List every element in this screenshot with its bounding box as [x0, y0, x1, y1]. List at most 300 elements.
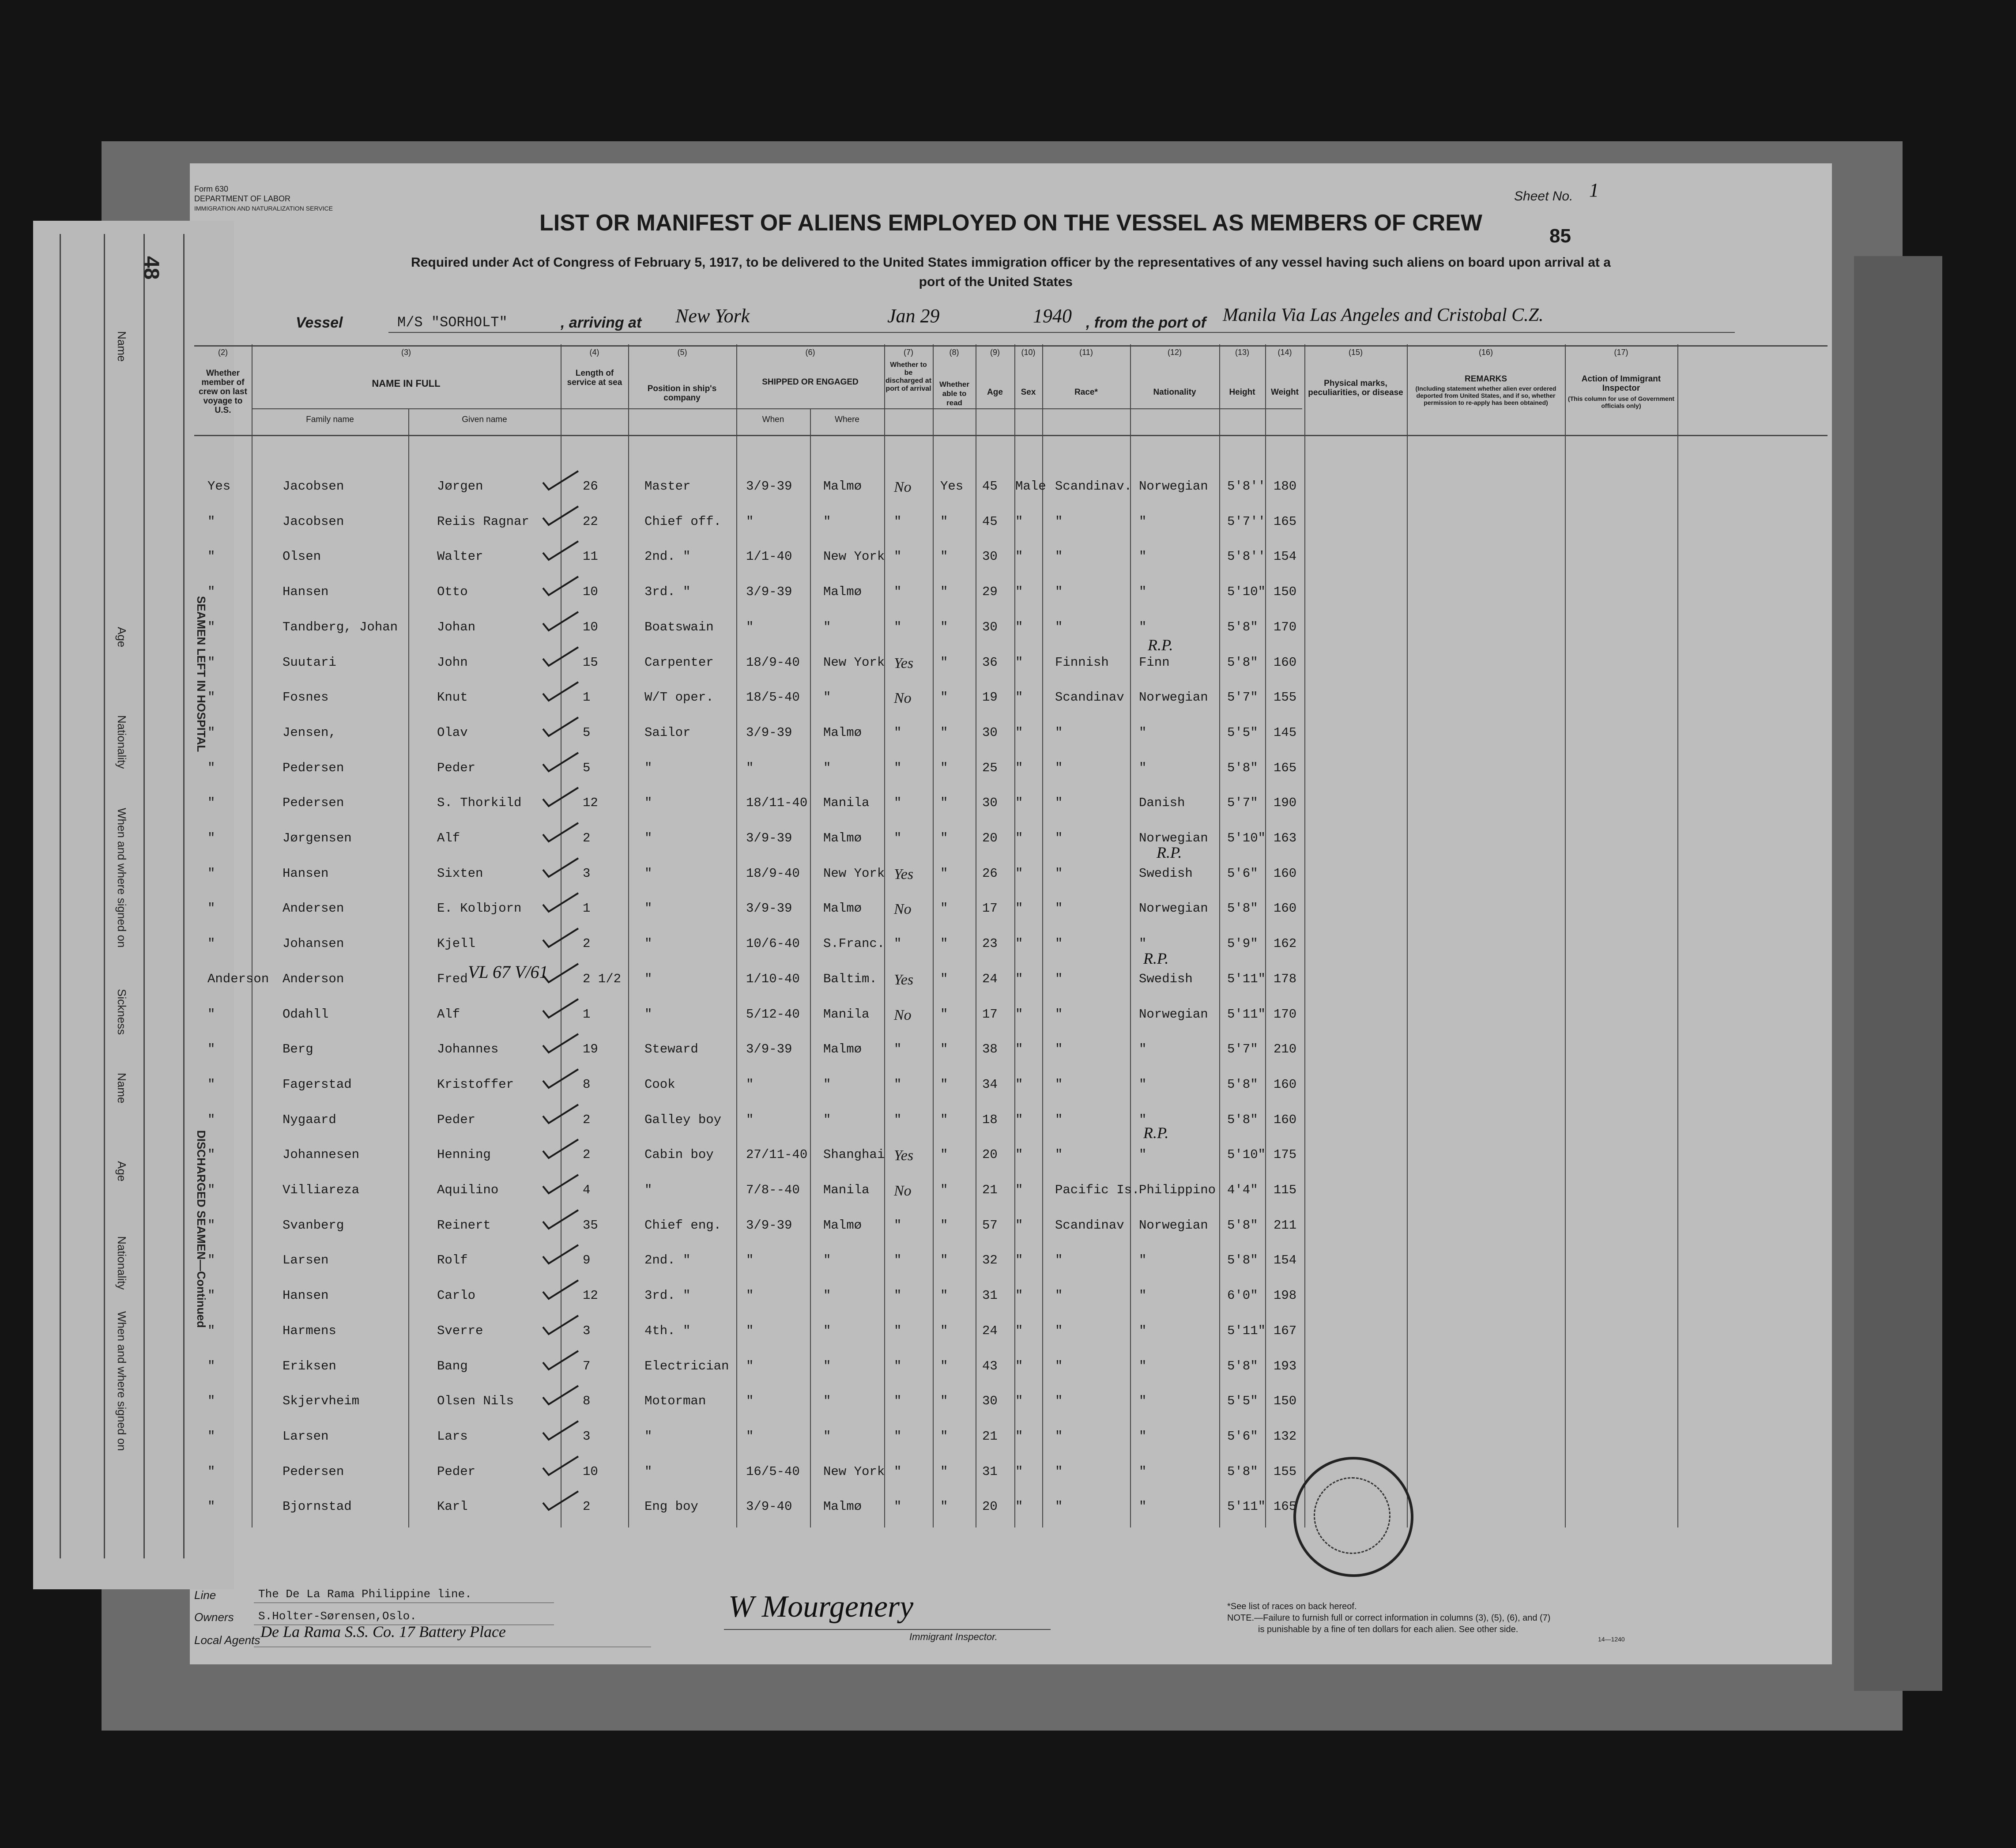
discharged-cell: "	[894, 1218, 902, 1233]
weight-cell: 210	[1274, 1042, 1297, 1056]
nationality-cell: Finn	[1139, 655, 1170, 670]
position-cell: "	[644, 1429, 652, 1444]
form-code: 14—1240	[1598, 1636, 1625, 1643]
given-name-cell: Johannes	[437, 1042, 499, 1056]
check-mark-icon	[541, 1209, 580, 1231]
check-mark-icon	[541, 928, 580, 950]
position-cell: Boatswain	[644, 620, 714, 634]
last-voyage-cell: "	[207, 866, 215, 881]
given-name-cell: Bang	[437, 1359, 468, 1373]
rp-mark-4: R.P.	[1143, 1124, 1169, 1142]
nationality-cell: Norwegian	[1139, 1007, 1208, 1022]
given-name-cell: Sixten	[437, 866, 483, 881]
race-cell: "	[1055, 1359, 1063, 1373]
height-cell: 5'5"	[1227, 1394, 1258, 1408]
family-name-cell: Jensen,	[283, 725, 336, 740]
read-cell: "	[940, 585, 948, 599]
weight-cell: 165	[1274, 514, 1297, 529]
shipped-where-cell: "	[823, 1253, 831, 1267]
col-num-14: (14)	[1277, 348, 1292, 357]
given-name-cell: Reiis Ragnar	[437, 514, 529, 529]
read-cell: "	[940, 690, 948, 705]
back-sheet-edge	[1854, 256, 1942, 1691]
discharged-cell: "	[894, 1113, 902, 1127]
page-number: 85	[1549, 225, 1571, 247]
sex-cell: "	[1015, 1429, 1023, 1444]
shipped-where-cell: S.Franc.	[823, 936, 885, 951]
read-cell: "	[940, 972, 948, 986]
last-voyage-cell: "	[207, 725, 215, 740]
shipped-where-cell: Manila	[823, 1007, 870, 1022]
family-name-cell: Skjervheim	[283, 1394, 360, 1408]
discharged-cell: Yes	[894, 655, 914, 671]
race-cell: "	[1055, 620, 1063, 634]
given-name-cell: Karl	[437, 1499, 468, 1514]
weight-cell: 167	[1274, 1324, 1297, 1338]
agents-value: De La Rama S.S. Co. 17 Battery Place	[260, 1623, 506, 1641]
arriving-port: New York	[675, 305, 750, 327]
height-cell: 5'8"	[1227, 1113, 1258, 1127]
position-cell: "	[644, 796, 652, 810]
nationality-cell: "	[1139, 1077, 1147, 1092]
last-voyage-cell: "	[207, 1113, 215, 1127]
shipped-when-cell: "	[746, 1429, 754, 1444]
race-cell: "	[1055, 831, 1063, 845]
given-name-cell: Henning	[437, 1147, 491, 1162]
strip-nat-header-2: Nationality	[115, 1236, 128, 1290]
race-cell: Scandinav.	[1055, 479, 1132, 494]
nationality-cell: "	[1139, 1324, 1147, 1338]
given-name-cell: Reinert	[437, 1218, 491, 1233]
age-cell: 45	[982, 514, 998, 529]
discharged-cell: "	[894, 796, 902, 810]
races-note: *See list of races on back hereof.	[1227, 1602, 1357, 1611]
agents-label: Local Agents	[194, 1633, 260, 1647]
read-cell: "	[940, 1183, 948, 1197]
height-cell: 5'6"	[1227, 866, 1258, 881]
age-cell: 20	[982, 1499, 998, 1514]
position-cell: 2nd. "	[644, 549, 691, 564]
shipped-where-cell: Malmø	[823, 831, 862, 845]
age-cell: 21	[982, 1429, 998, 1444]
height-cell: 5'6"	[1227, 1429, 1258, 1444]
check-mark-icon	[541, 1490, 580, 1512]
shipped-where-cell: "	[823, 761, 831, 775]
read-cell: "	[940, 1429, 948, 1444]
family-name-cell: Nygaard	[283, 1113, 336, 1127]
service-cell: 11	[583, 549, 598, 564]
family-name-cell: Tandberg, Johan	[283, 620, 398, 634]
strip-when-header-2: When and where signed on	[115, 1311, 128, 1451]
service-cell: 2	[583, 936, 591, 951]
service-cell: 2	[583, 1499, 591, 1514]
shipped-when-cell: 3/9-39	[746, 901, 792, 916]
given-name-cell: Olsen Nils	[437, 1394, 514, 1408]
read-cell: "	[940, 1499, 948, 1514]
strip-sickness-header: Sickness	[115, 989, 128, 1035]
race-cell: "	[1055, 1007, 1063, 1022]
weight-cell: 150	[1274, 1394, 1297, 1408]
shipped-when-cell: "	[746, 1113, 754, 1127]
sex-cell: "	[1015, 761, 1023, 775]
service-cell: 10	[583, 620, 598, 634]
check-mark-icon	[541, 646, 580, 668]
read-cell: Yes	[940, 479, 964, 494]
check-mark-icon	[541, 1279, 580, 1301]
form-number: Form 630	[194, 185, 229, 193]
race-cell: "	[1055, 1288, 1063, 1303]
height-cell: 5'7''	[1227, 514, 1266, 529]
check-mark-icon	[541, 1315, 580, 1337]
shipped-where-cell: New York	[823, 655, 885, 670]
sex-cell: "	[1015, 1218, 1023, 1233]
family-name-cell: Johansen	[283, 936, 344, 951]
check-mark-icon	[541, 681, 580, 703]
sex-cell: "	[1015, 585, 1023, 599]
check-mark-icon	[541, 611, 580, 633]
col-num-2: (2)	[218, 348, 228, 357]
shipped-when-cell: 18/9-40	[746, 655, 800, 670]
last-voyage-cell: Anderson	[207, 972, 269, 986]
age-cell: 24	[982, 1324, 998, 1338]
height-cell: 6'0"	[1227, 1288, 1258, 1303]
position-cell: "	[644, 972, 652, 986]
last-voyage-cell: "	[207, 1359, 215, 1373]
weight-cell: 150	[1274, 585, 1297, 599]
weight-cell: 145	[1274, 725, 1297, 740]
last-voyage-cell: "	[207, 1464, 215, 1479]
discharged-cell: No	[894, 901, 912, 917]
read-cell: "	[940, 1218, 948, 1233]
check-mark-icon	[541, 576, 580, 598]
shipped-when-cell: "	[746, 1394, 754, 1408]
service-cell: 3	[583, 1324, 591, 1338]
col-head-shipped: SHIPPED OR ENGAGED	[762, 377, 859, 387]
dept-name: DEPARTMENT OF LABOR	[194, 194, 291, 203]
height-cell: 5'8''	[1227, 479, 1266, 494]
shipped-when-cell: "	[746, 514, 754, 529]
weight-cell: 155	[1274, 1464, 1297, 1479]
penalty-note-1: NOTE.—Failure to furnish full or correct information in columns (3), (5), (6), and (7)	[1227, 1613, 1551, 1623]
age-cell: 20	[982, 831, 998, 845]
sex-cell: "	[1015, 655, 1023, 670]
read-cell: "	[940, 549, 948, 564]
age-cell: 36	[982, 655, 998, 670]
shipped-where-cell: Shanghai	[823, 1147, 885, 1162]
read-cell: "	[940, 831, 948, 845]
given-name-cell: Olav	[437, 725, 468, 740]
family-name-cell: Larsen	[283, 1429, 329, 1444]
read-cell: "	[940, 796, 948, 810]
service-cell: 1	[583, 690, 591, 705]
position-cell: Galley boy	[644, 1113, 722, 1127]
strip-age-header-2: Age	[115, 1161, 128, 1182]
shipped-where-cell: "	[823, 1288, 831, 1303]
discharged-cell: No	[894, 1007, 912, 1023]
nationality-cell: "	[1139, 1394, 1147, 1408]
left-strip	[33, 221, 234, 1589]
family-name-cell: Svanberg	[283, 1218, 344, 1233]
age-cell: 45	[982, 479, 998, 494]
check-mark-icon	[541, 752, 580, 774]
discharged-cell: Yes	[894, 972, 914, 988]
family-name-cell: Eriksen	[283, 1359, 336, 1373]
col-head-nationality: Nationality	[1153, 388, 1196, 397]
sex-cell: "	[1015, 1077, 1023, 1092]
weight-cell: 162	[1274, 936, 1297, 951]
discharged-cell: Yes	[894, 1147, 914, 1164]
service-cell: 2 1/2	[583, 972, 622, 986]
age-cell: 30	[982, 620, 998, 634]
height-cell: 5'9"	[1227, 936, 1258, 951]
shipped-where-cell: Malmø	[823, 901, 862, 916]
shipped-where-cell: Malmø	[823, 725, 862, 740]
given-name-cell: E. Kolbjorn	[437, 901, 522, 916]
discharged-cell: "	[894, 549, 902, 564]
check-mark-icon	[541, 1068, 580, 1090]
service-cell: 15	[583, 655, 598, 670]
discharged-cell: "	[894, 1359, 902, 1373]
nationality-cell: Philippino	[1139, 1183, 1216, 1197]
height-cell: 4'4"	[1227, 1183, 1258, 1197]
height-cell: 5'10"	[1227, 1147, 1266, 1162]
weight-cell: 132	[1274, 1429, 1297, 1444]
weight-cell: 178	[1274, 972, 1297, 986]
given-name-cell: Sverre	[437, 1324, 483, 1338]
given-name-cell: Walter	[437, 549, 483, 564]
sex-cell: "	[1015, 1288, 1023, 1303]
check-mark-icon	[541, 1244, 580, 1266]
last-voyage-cell: "	[207, 1042, 215, 1056]
position-cell: Master	[644, 479, 691, 494]
shipped-when-cell: 3/9-39	[746, 1218, 792, 1233]
position-cell: Electrician	[644, 1359, 729, 1373]
shipped-where-cell: "	[823, 1077, 831, 1092]
given-name-cell: Otto	[437, 585, 468, 599]
nationality-cell: Norwegian	[1139, 831, 1208, 845]
check-mark-icon	[541, 717, 580, 739]
race-cell: "	[1055, 1253, 1063, 1267]
position-cell: "	[644, 901, 652, 916]
age-cell: 57	[982, 1218, 998, 1233]
height-cell: 5'10"	[1227, 585, 1266, 599]
service-cell: 8	[583, 1077, 591, 1092]
sheet-label: Sheet No.	[1514, 189, 1573, 204]
given-name-cell: Rolf	[437, 1253, 468, 1267]
position-cell: "	[644, 1464, 652, 1479]
age-cell: 25	[982, 761, 998, 775]
age-cell: 24	[982, 972, 998, 986]
service-cell: 10	[583, 585, 598, 599]
age-cell: 32	[982, 1253, 998, 1267]
nationality-cell: Norwegian	[1139, 479, 1208, 494]
position-cell: "	[644, 936, 652, 951]
read-cell: "	[940, 1288, 948, 1303]
shipped-when-cell: 1/10-40	[746, 972, 800, 986]
nationality-cell: Swedish	[1139, 866, 1193, 881]
col-head-sex: Sex	[1021, 388, 1036, 397]
strip-hospital-title: SEAMEN LEFT IN HOSPITAL	[195, 596, 208, 752]
height-cell: 5'5"	[1227, 725, 1258, 740]
service-cell: 1	[583, 901, 591, 916]
nationality-cell: Swedish	[1139, 972, 1193, 986]
shipped-where-cell: "	[823, 1394, 831, 1408]
nationality-cell: "	[1139, 1147, 1147, 1162]
age-cell: 17	[982, 1007, 998, 1022]
family-name-cell: Fagerstad	[283, 1077, 352, 1092]
check-mark-icon	[541, 1104, 580, 1126]
read-cell: "	[940, 620, 948, 634]
line-value: The De La Rama Philippine line.	[258, 1588, 472, 1601]
subtitle-line-2: port of the United States	[919, 275, 1073, 289]
position-cell: "	[644, 866, 652, 881]
sex-cell: "	[1015, 514, 1023, 529]
nationality-cell: "	[1139, 1359, 1147, 1373]
family-name-cell: Andersen	[283, 901, 344, 916]
given-name-cell: Johan	[437, 620, 476, 634]
shipped-when-cell: 5/12-40	[746, 1007, 800, 1022]
age-cell: 26	[982, 866, 998, 881]
inspector-signature: W Mourgenery	[728, 1590, 914, 1624]
race-cell: "	[1055, 1324, 1063, 1338]
discharged-cell: "	[894, 585, 902, 599]
service-cell: 26	[583, 479, 598, 494]
shipped-where-cell: Malmø	[823, 1042, 862, 1056]
age-cell: 17	[982, 901, 998, 916]
col-num-11: (11)	[1079, 348, 1093, 357]
nationality-cell: "	[1139, 1429, 1147, 1444]
height-cell: 5'11"	[1227, 1499, 1266, 1514]
given-name-cell: Fred	[437, 972, 468, 986]
height-cell: 5'8"	[1227, 1464, 1258, 1479]
read-cell: "	[940, 901, 948, 916]
race-cell: "	[1055, 761, 1063, 775]
last-voyage-cell: "	[207, 761, 215, 775]
service-cell: 10	[583, 1464, 598, 1479]
position-cell: Chief off.	[644, 514, 722, 529]
race-cell: "	[1055, 1464, 1063, 1479]
col-num-9: (9)	[990, 348, 1000, 357]
race-cell: "	[1055, 1499, 1063, 1514]
nationality-cell: "	[1139, 936, 1147, 951]
col-num-6: (6)	[805, 348, 815, 357]
family-name-cell: Hansen	[283, 1288, 329, 1303]
position-cell: 2nd. "	[644, 1253, 691, 1267]
race-cell: "	[1055, 866, 1063, 881]
shipped-when-cell: "	[746, 1253, 754, 1267]
last-voyage-cell: "	[207, 1077, 215, 1092]
read-cell: "	[940, 1007, 948, 1022]
col-head-action: Action of Immigrant Inspector	[1581, 374, 1661, 393]
col-num-10: (10)	[1021, 348, 1036, 357]
weight-cell: 160	[1274, 901, 1297, 916]
family-name-cell: Harmens	[283, 1324, 336, 1338]
service-cell: 5	[583, 761, 591, 775]
check-mark-icon	[541, 1174, 580, 1196]
shipped-where-cell: "	[823, 1324, 831, 1338]
race-cell: "	[1055, 1429, 1063, 1444]
position-cell: Chief eng.	[644, 1218, 722, 1233]
discharged-cell: "	[894, 1077, 902, 1092]
last-voyage-cell: "	[207, 1324, 215, 1338]
read-cell: "	[940, 1253, 948, 1267]
last-voyage-cell: "	[207, 1499, 215, 1514]
strip-number: 48	[139, 256, 163, 280]
discharged-cell: "	[894, 1253, 902, 1267]
shipped-where-cell: Manila	[823, 1183, 870, 1197]
family-name-cell: Pedersen	[283, 761, 344, 775]
arriving-label: , arriving at	[561, 314, 642, 331]
strip-age-header: Age	[115, 627, 128, 648]
sex-cell: "	[1015, 549, 1023, 564]
age-cell: 43	[982, 1359, 998, 1373]
race-cell: "	[1055, 1077, 1063, 1092]
discharged-cell: Yes	[894, 866, 914, 883]
race-cell: "	[1055, 1147, 1063, 1162]
service-cell: 2	[583, 831, 591, 845]
height-cell: 5'8"	[1227, 901, 1258, 916]
height-cell: 5'8"	[1227, 1359, 1258, 1373]
given-name-cell: Carlo	[437, 1288, 476, 1303]
position-cell: W/T oper.	[644, 690, 714, 705]
col-num-16: (16)	[1478, 348, 1493, 357]
col-head-remarks: REMARKS	[1464, 374, 1507, 384]
check-mark-icon	[541, 1033, 580, 1055]
shipped-where-cell: New York	[823, 549, 885, 564]
strip-nat-header: Nationality	[115, 715, 128, 769]
family-name-cell: Bjornstad	[283, 1499, 352, 1514]
given-name-cell: Peder	[437, 1464, 476, 1479]
nationality-cell: Norwegian	[1139, 1218, 1208, 1233]
shipped-when-cell: "	[746, 1359, 754, 1373]
check-mark-icon	[541, 1139, 580, 1161]
read-cell: "	[940, 1464, 948, 1479]
race-cell: "	[1055, 796, 1063, 810]
col-num-8: (8)	[949, 348, 959, 357]
last-voyage-cell: "	[207, 1394, 215, 1408]
shipped-where-cell: New York	[823, 866, 885, 881]
col-head-last-voyage: Whether member of crew on last voyage to U.S.	[199, 369, 247, 415]
shipped-when-cell: 18/5-40	[746, 690, 800, 705]
discharged-cell: "	[894, 514, 902, 529]
sex-cell: "	[1015, 831, 1023, 845]
col-num-12: (12)	[1167, 348, 1182, 357]
sex-cell: "	[1015, 1147, 1023, 1162]
last-voyage-cell: "	[207, 1288, 215, 1303]
last-voyage-cell: "	[207, 1007, 215, 1022]
discharged-cell: "	[894, 831, 902, 845]
discharged-cell: "	[894, 1464, 902, 1479]
check-mark-icon	[541, 998, 580, 1020]
last-voyage-cell: "	[207, 1147, 215, 1162]
col-num-5: (5)	[677, 348, 687, 357]
discharged-cell: "	[894, 1042, 902, 1056]
height-cell: 5'8"	[1227, 1077, 1258, 1092]
weight-cell: 160	[1274, 866, 1297, 881]
position-cell: "	[644, 1007, 652, 1022]
race-cell: Scandinav	[1055, 1218, 1124, 1233]
nationality-cell: "	[1139, 514, 1147, 529]
weight-cell: 170	[1274, 620, 1297, 634]
given-name-cell: Kristoffer	[437, 1077, 514, 1092]
read-cell: "	[940, 1042, 948, 1056]
sex-cell: "	[1015, 620, 1023, 634]
read-cell: "	[940, 725, 948, 740]
handwritten-note: VL 67 V/61	[468, 962, 548, 982]
given-name-cell: Peder	[437, 1113, 476, 1127]
race-cell: "	[1055, 1042, 1063, 1056]
nationality-cell: "	[1139, 549, 1147, 564]
